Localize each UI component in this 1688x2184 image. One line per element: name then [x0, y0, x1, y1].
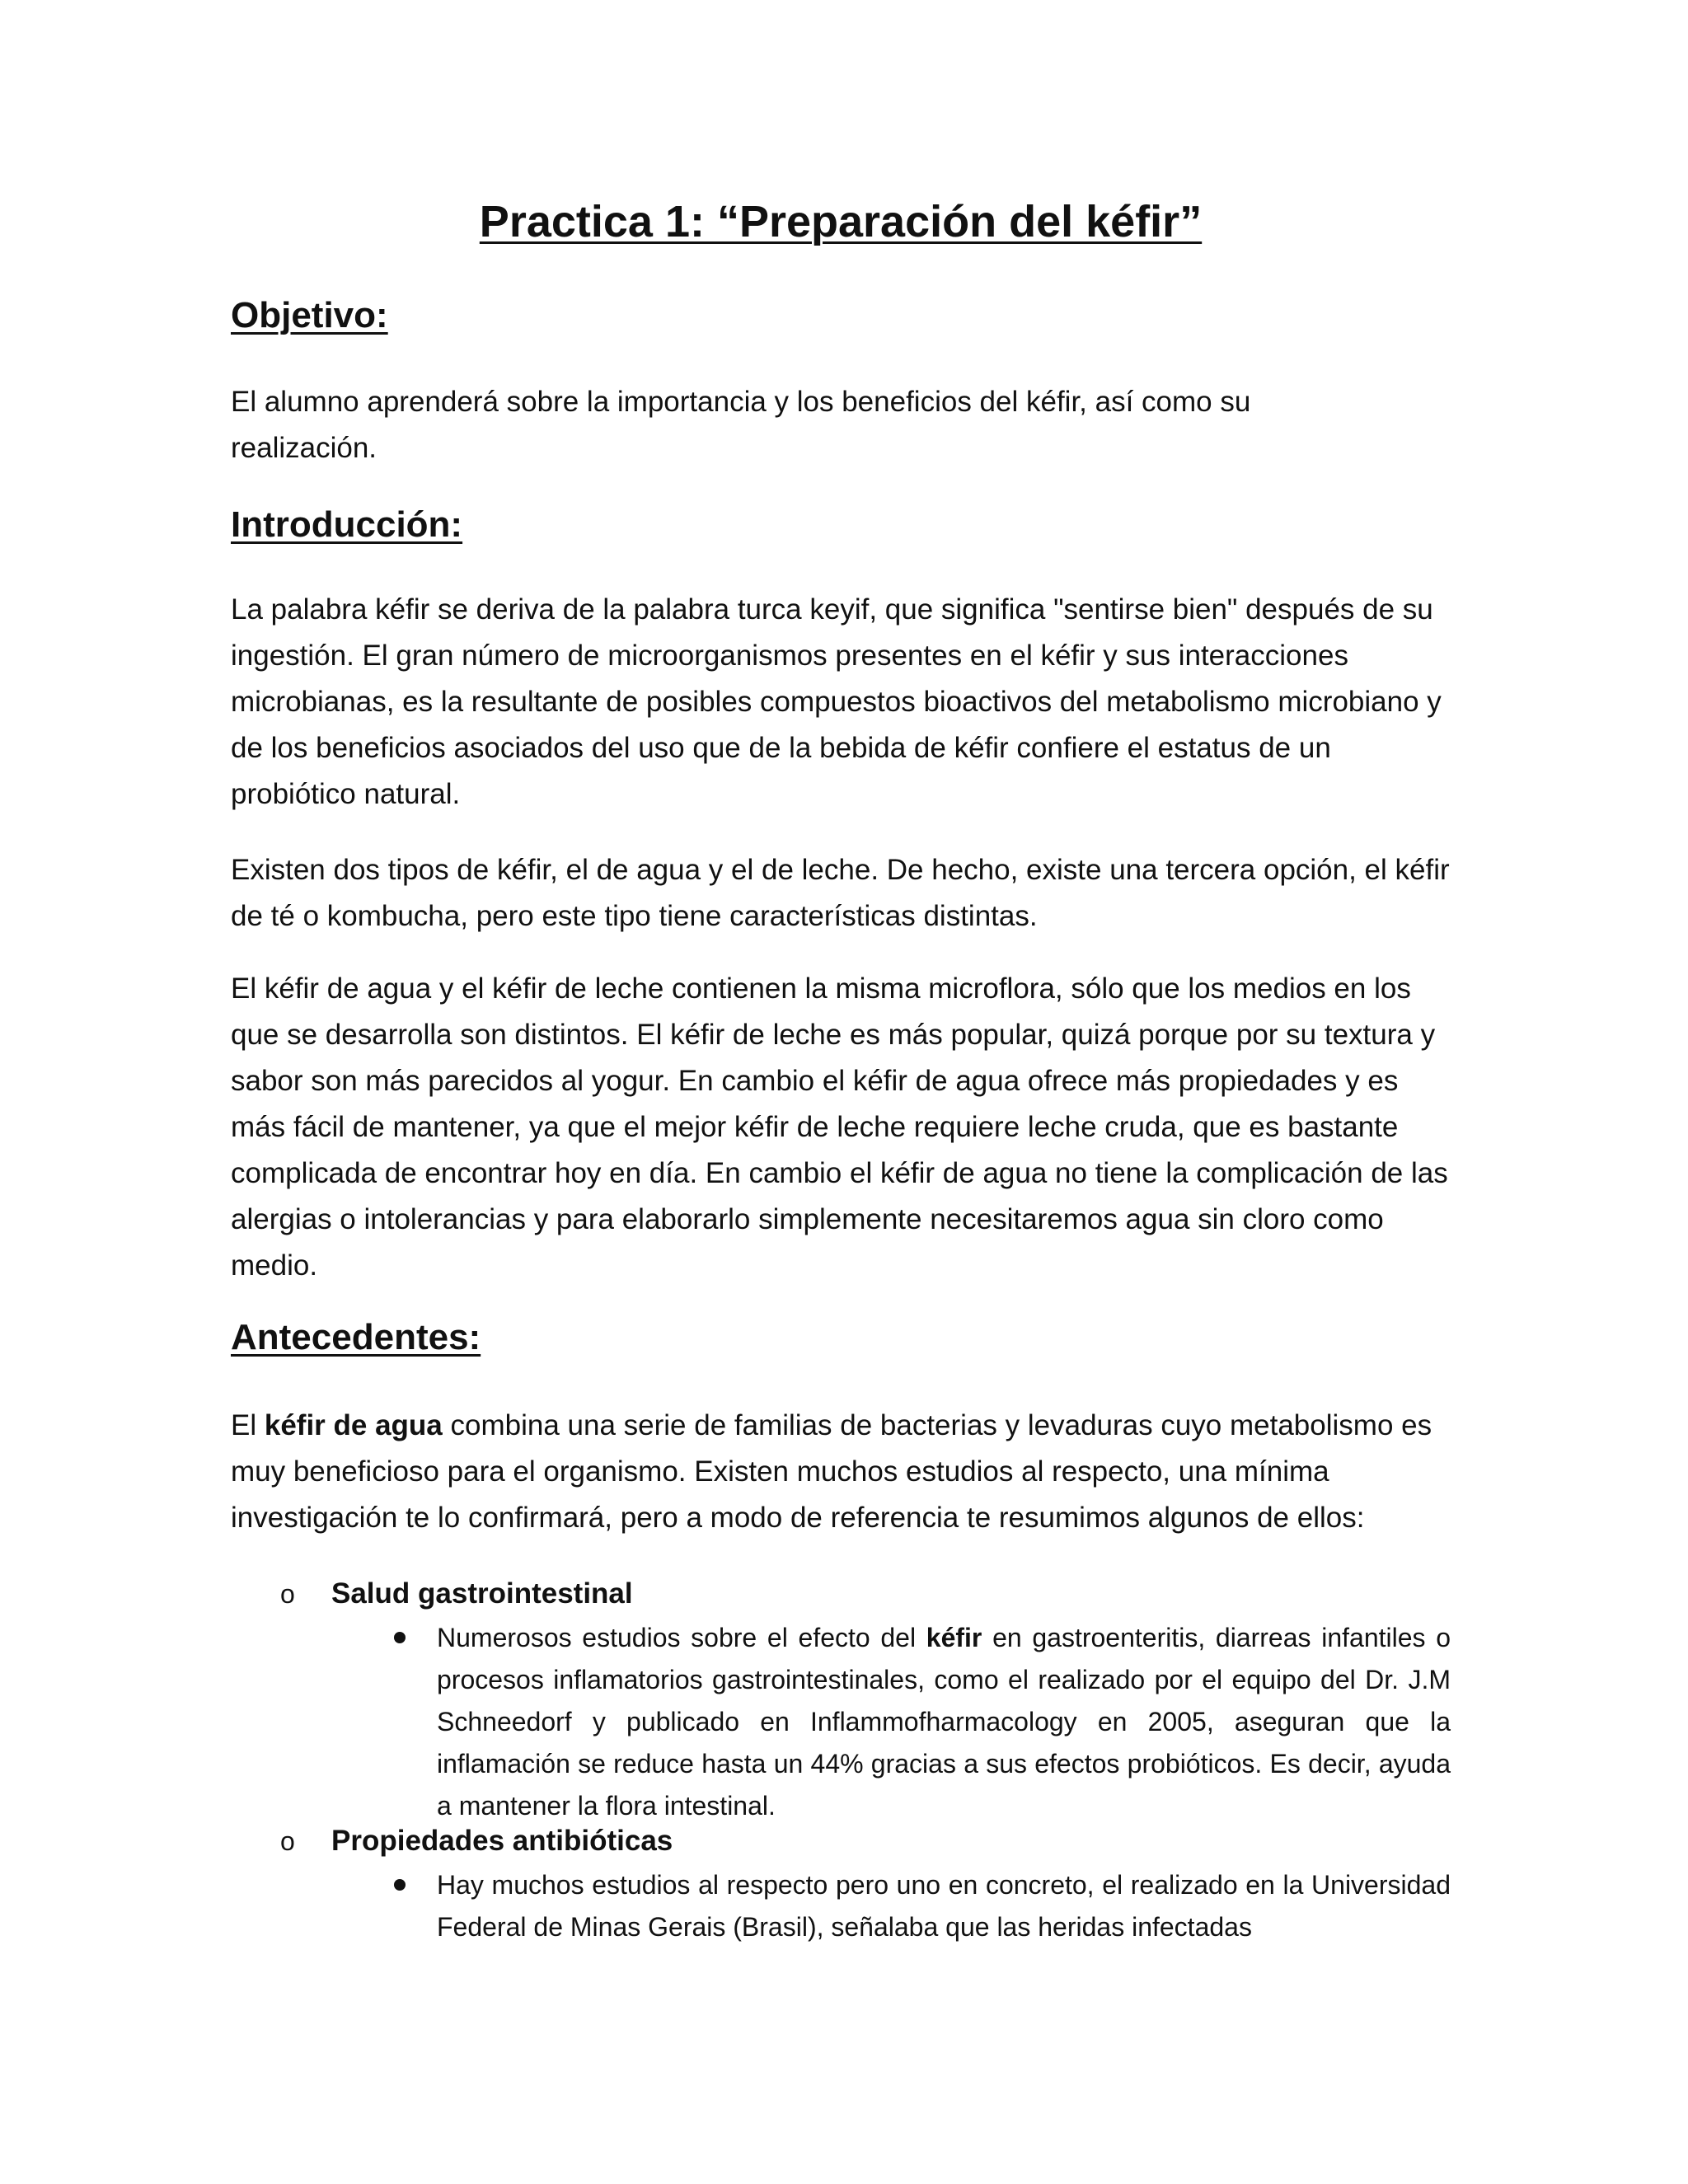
- page-title: Practica 1: “Preparación del kéfir”: [479, 197, 1203, 246]
- list-item-salud: [280, 1571, 633, 1617]
- introduccion-paragraph-2: Existen dos tipos de kéfir, el de agua y el de leche. De hecho, existe una tercera opción, el kéfir de té o kombucha, pero este tipo tiene características distintas.: [231, 854, 1450, 932]
- objetivo-heading: Objetivo:: [231, 295, 388, 335]
- antecedentes-intro-bold: kéfir de agua: [264, 1409, 443, 1441]
- list-item-label: Propiedades antibióticas: [331, 1825, 673, 1857]
- sub-text-pre: Numerosos estudios sobre el efecto del: [437, 1623, 926, 1652]
- antecedentes-intro-pre: El: [231, 1409, 265, 1441]
- sub-text-bold: kéfir: [926, 1623, 982, 1652]
- sub-list-item-salud: [387, 1617, 1451, 1827]
- antecedentes-intro-post: combina una serie de familias de bacterias y levaduras cuyo metabolismo es muy beneficioso para el organismo. Existen muchos estudios al respecto, una mínima investigación te lo confirmará, pero a modo de referencia te resumimos algunos de ellos:: [231, 1409, 1432, 1534]
- list-item-label: Salud gastrointestinal: [331, 1577, 633, 1610]
- introduccion-heading: Introducción:: [231, 504, 463, 545]
- sub-list-item-text: [437, 1617, 1451, 1827]
- sub-list-item-text: Hay muchos estudios al respecto pero uno en concreto, el realizado en la Universidad Federal de Minas Gerais (Brasil), señalaba que las heridas infectadas: [437, 1870, 1451, 1942]
- bullet-dot-icon: [387, 1617, 437, 1827]
- bullet-dot-icon: [387, 1864, 437, 1948]
- sub-list-item-antibioticas: [387, 1864, 1451, 1948]
- list-item-antibioticas: [280, 1818, 673, 1864]
- objetivo-text: El alumno aprenderá sobre la importancia y los beneficios del kéfir, así como su realización.: [231, 386, 1251, 464]
- antecedentes-intro: [231, 1403, 1451, 1541]
- circle-bullet-icon: o: [280, 1826, 295, 1856]
- circle-bullet-icon: o: [280, 1579, 295, 1609]
- introduccion-paragraph-3: El kéfir de agua y el kéfir de leche contienen la misma microflora, sólo que los medios en los que se desarrolla son distintos. El kéfir de leche es más popular, quizá porque por su textura y sabor son más parecidos al yogur. En cambio el kéfir de agua ofrece más propiedades y es más fácil de mantener, ya que el mejor kéfir de leche requiere leche cruda, que es bastante complicada de encontrar hoy en día. En cambio el kéfir de agua no tiene la complicación de las alergias o intolerancias y para elaborarlo simplemente necesitaremos agua sin cloro como medio.: [231, 972, 1448, 1282]
- introduccion-paragraph-1: La palabra kéfir se deriva de la palabra turca keyif, que significa "sentirse bien" después de su ingestión. El gran número de microorganismos presentes en el kéfir y sus interacciones microbianas, es la resultante de posibles compuestos bioactivos del metabolismo microbiano y de los beneficios asociados del uso que de la bebida de kéfir confiere el estatus de un probiótico natural.: [231, 593, 1442, 810]
- antecedentes-heading: Antecedentes:: [231, 1317, 481, 1357]
- sub-text-post: en gastroenteritis, diarreas infantiles o procesos inflamatorios gastrointestinales, como el realizado por el equipo del Dr. J.M Schneedorf y publicado en Inflammofharmacology en 2005, aseguran que la inflamación se reduce hasta un 44% gracias a sus efectos probióticos. Es decir, ayuda a mantener la flora intestinal.: [437, 1623, 1451, 1821]
